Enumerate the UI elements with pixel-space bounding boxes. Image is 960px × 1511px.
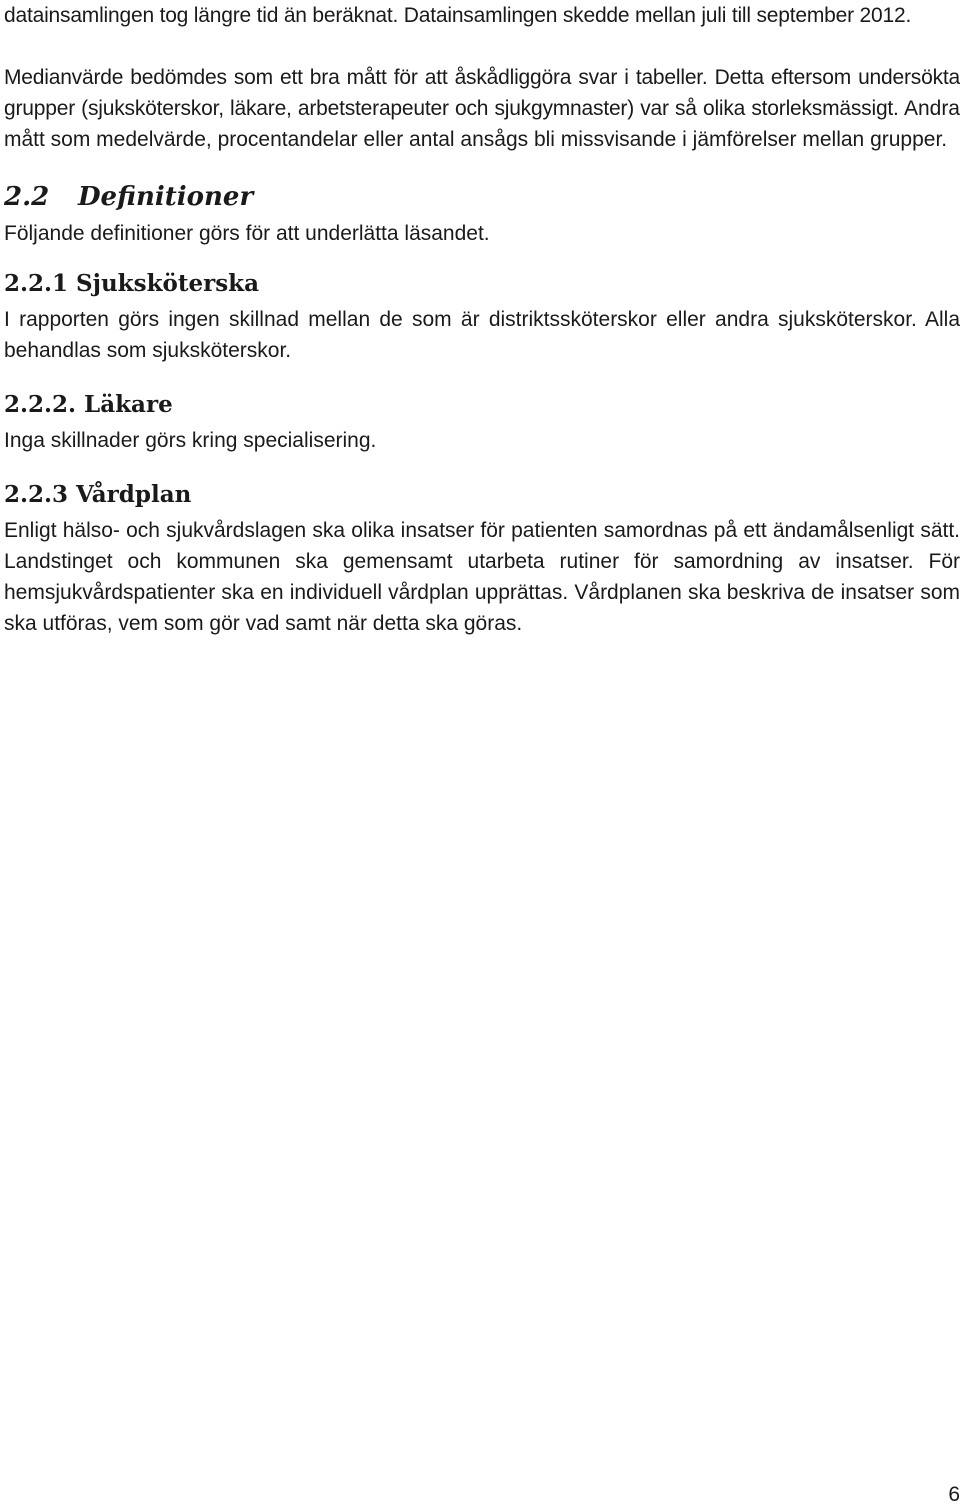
section-intro: Följande definitioner görs för att underlätta läsandet. — [4, 222, 490, 245]
spacer — [4, 31, 960, 62]
subsection-heading-vardplan: 2.2.3 Vårdplan — [4, 481, 192, 508]
document-page — [4, 0, 960, 639]
intro-paragraph-2-text-b: Andra mått som medelvärde, procentandelar eller antal ansågs bli missvisande i jämförelser mellan grupper. — [4, 97, 960, 151]
spacer — [4, 155, 960, 180]
subsection-text-sjukskoterska: I rapporten görs ingen skillnad mellan de som är distriktssköterskor eller andra sjuksköterskor. Alla behandlas som sjuksköterskor. — [4, 308, 960, 362]
intro-paragraph-1 — [4, 0, 960, 31]
spacer — [4, 249, 960, 269]
section-heading-definitioner — [4, 180, 960, 214]
intro-paragraph-2 — [4, 62, 960, 155]
subsection-heading-sjukskoterska: 2.2.1 Sjuksköterska — [4, 270, 260, 297]
subsection-text-vardplan: Enligt hälso- och sjukvårdslagen ska olika insatser för patienten samordnas på ett ändamålsenligt sätt. Landstinget och kommunen ska gemensamt utarbeta rutiner för samordning av insatser. För hemsjukvårdspatienter ska en individuell vårdplan upprättas. Vårdplanen ska beskriva de insatser som ska utföras, vem som gör vad samt när detta ska göras. — [4, 519, 960, 635]
spacer — [4, 456, 960, 480]
page-number: 6 — [948, 1483, 960, 1506]
intro-paragraph-1-text: datainsamlingen tog längre tid än beräknat. Datainsamlingen skedde mellan juli till september 2012. — [4, 4, 912, 27]
section-number: 2.2 — [4, 182, 50, 212]
section-title: Definitioner — [78, 182, 254, 212]
subsection-heading-lakare: 2.2.2. Läkare — [4, 391, 173, 418]
subsection-text-lakare: Inga skillnader görs kring specialisering. — [4, 429, 377, 452]
intro-paragraph-2-text-a: Medianvärde bedömdes som ett bra mått för att åskådliggöra svar i tabeller. Detta eftersom undersökta grupper (sjuksköterskor, läkare, arbetsterapeuter och sjukgymnaster) var så olika storleksmässigt. — [4, 66, 960, 120]
spacer — [4, 366, 960, 390]
